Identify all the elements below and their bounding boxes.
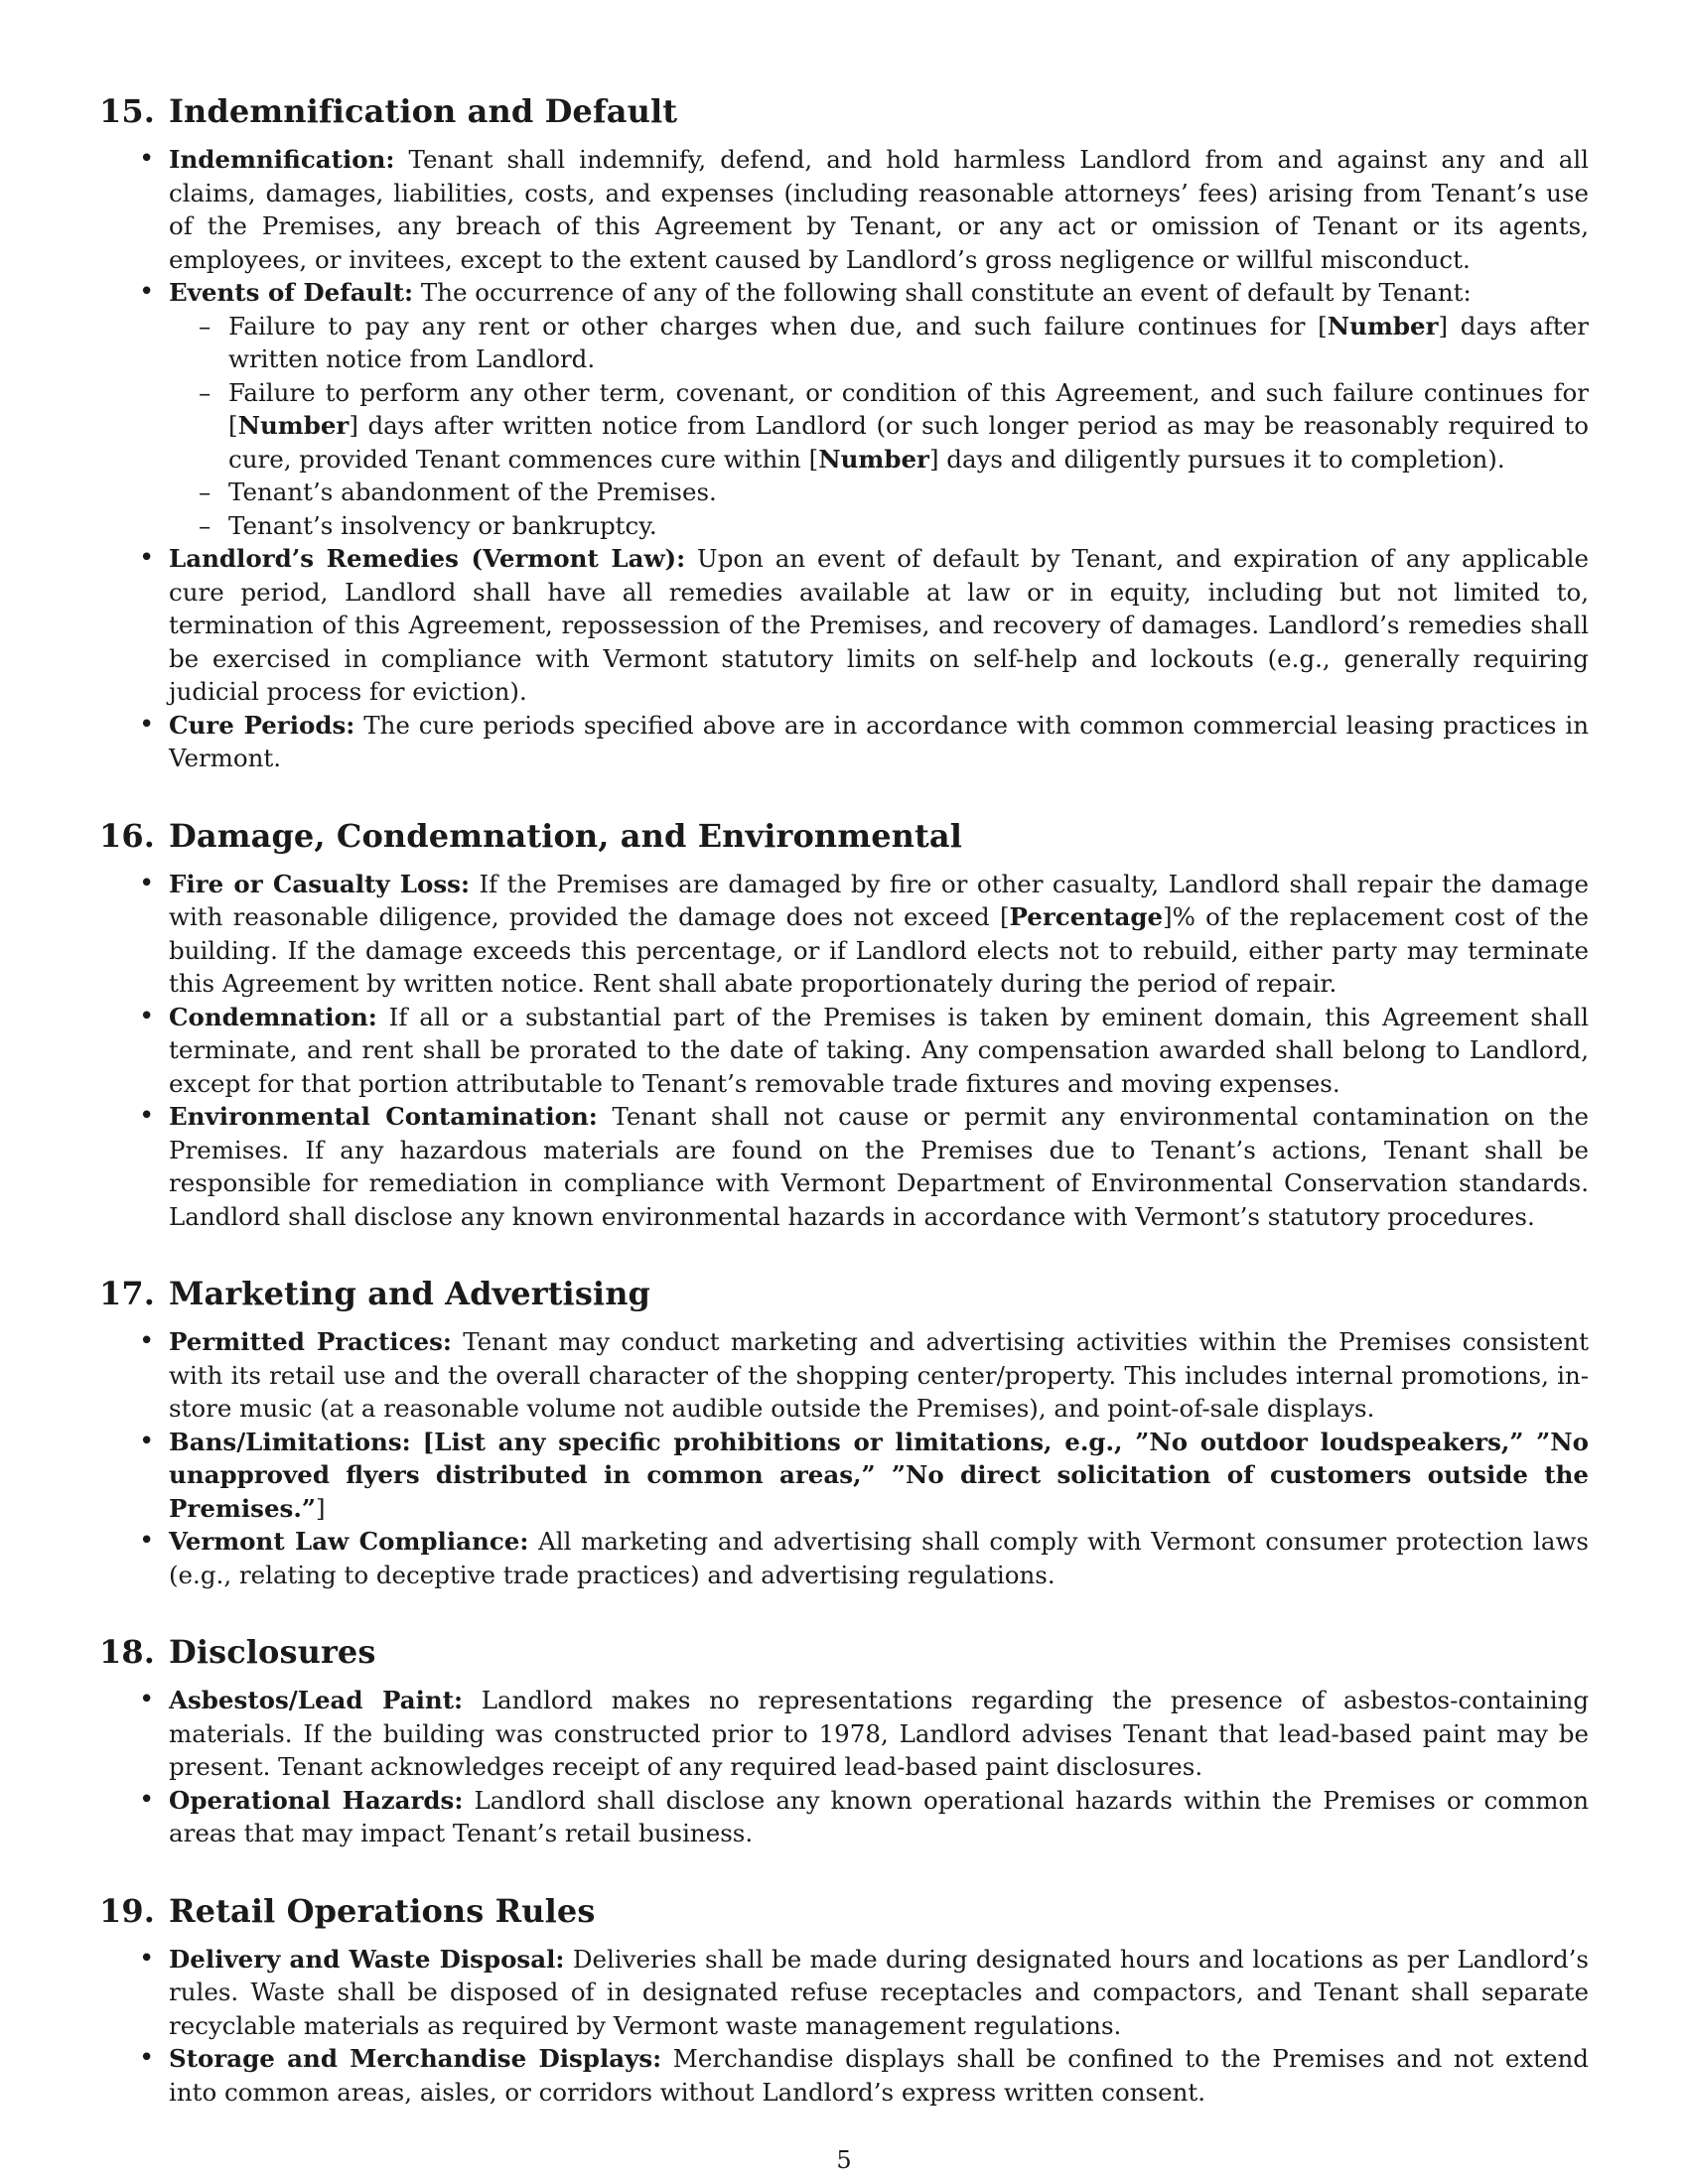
- section-heading: 16. Damage, Condemnation, and Environmental: [99, 816, 963, 855]
- list-item: • Fire or Casualty Loss: If the Premises are damaged by fire or other casualty, Landlord shall repair the damage with reasonable diligence, provided the damage does not exceed [Percentage]% of the replacement cost of the building. If the damage exceeds this percentage, or if Landlord elects not to rebuild, either party may terminate this Agreement by written notice. Rent shall abate proportionately during the period of repair.: [169, 868, 1589, 1001]
- section-19: [99, 1891, 1589, 2110]
- bullet-list: [99, 868, 1589, 1234]
- item-label: Condemnation:: [169, 1002, 377, 1031]
- list-item: [169, 1001, 1589, 1101]
- sub-list-item: – Tenant’s abandonment of the Premises.: [228, 476, 1589, 509]
- item-label: Environmental Contamination:: [169, 1102, 598, 1131]
- sub-list-item: – Failure to pay any rent or other charges when due, and such failure continues for [Number] days after written notice from Landlord.: [228, 310, 1589, 376]
- list-item: [169, 1684, 1589, 1784]
- list-item: • Bans/Limitations: [List any specific prohibitions or limitations, e.g., ”No outdoor loudspeakers,” ”No unapproved flyers distributed in common areas,” ”No direct solicitation of customers outside the Premises.”]: [169, 1426, 1589, 1526]
- item-label: Storage and Merchandise Displays:: [169, 2044, 662, 2073]
- item-text: Landlord makes no representations regarding the presence of asbestos-containing materials. If the building was constructed prior to 1978, Landlord advises Tenant that lead-based paint may be present. Tenant acknowledges receipt of any required lead-based paint disclosures.: [169, 1686, 1589, 1781]
- list-item: [169, 1943, 1589, 2043]
- item-label: Operational Hazards:: [169, 1785, 464, 1815]
- item-label: Cure Periods:: [169, 710, 355, 740]
- section-16: [99, 816, 1589, 1234]
- list-item: [169, 2042, 1589, 2109]
- sub-list-item: – Failure to perform any other term, covenant, or condition of this Agreement, and such failure continues for [Number] days after written notice from Landlord (or such longer period as may be reasonably required to cure, provided Tenant commences cure within [Number] days and diligently pursues it to completion).: [228, 376, 1589, 477]
- list-item: [169, 143, 1589, 276]
- section-heading: 17. Marketing and Advertising: [99, 1275, 651, 1312]
- item-label: Indemnification:: [169, 145, 395, 174]
- list-item: [169, 1325, 1589, 1426]
- section-17: [99, 1274, 1589, 1591]
- item-text: The occurrence of any of the following shall constitute an event of default by Tenant:: [420, 278, 1472, 307]
- item-text: Landlord shall disclose any known operational hazards within the Premises or common areas that may impact Tenant’s retail business.: [169, 1785, 1589, 1847]
- section-15: [99, 91, 1589, 775]
- document-page: [99, 91, 1589, 2149]
- item-label: Bans/Limitations:: [169, 1427, 411, 1456]
- item-text: Deliveries shall be made during designated hours and locations as per Landlord’s rules. Waste shall be disposed of in designated refuse receptacles and compactors, and Tenant shall separate recyclable materials as required by Vermont waste management regulations.: [169, 1944, 1589, 2040]
- bullet-list: [99, 1684, 1589, 1850]
- section-18: [99, 1632, 1589, 1850]
- item-text: Tenant shall not cause or permit any environmental contamination on the Premises. If any hazardous materials are found on the Premises due to Tenant’s actions, Tenant shall be responsible for remediation in compliance with Vermont Department of Environmental Conservation standards. Landlord shall disclose any known environmental hazards in accordance with Vermont’s statutory procedures.: [169, 1102, 1589, 1231]
- sub-list: [169, 310, 1589, 543]
- item-text: All marketing and advertising shall comply with Vermont consumer protection laws (e.g., relating to deceptive trade practices) and advertising regulations.: [169, 1527, 1589, 1589]
- item-text: The cure periods specified above are in accordance with common commercial leasing practices in Vermont.: [169, 710, 1590, 772]
- item-text: Tenant may conduct marketing and advertising activities within the Premises consistent with its retail use and the overall character of the shopping center/property. This includes internal promotions, in-store music (at a reasonable volume not audible outside the Premises), and point-of-sale displays.: [169, 1327, 1589, 1423]
- list-item: [169, 1525, 1589, 1591]
- section-heading: 15. Indemnification and Default: [99, 92, 678, 130]
- bullet-list: [99, 143, 1589, 775]
- list-item: [169, 1784, 1589, 1850]
- item-text: If all or a substantial part of the Premises is taken by eminent domain, this Agreement shall terminate, and rent shall be prorated to the date of taking. Any compensation awarded shall belong to Landlord, except for that portion attributable to Tenant’s removable trade fixtures and moving expenses.: [169, 1002, 1589, 1098]
- placeholder-number: Number: [1327, 311, 1439, 341]
- item-label: Vermont Law Compliance:: [169, 1527, 529, 1556]
- list-item: [169, 709, 1589, 775]
- item-label: Permitted Practices:: [169, 1327, 452, 1356]
- item-text: Upon an event of default by Tenant, and expiration of any applicable cure period, Landlord shall have all remedies available at law or in equity, including but not limited to, termination of this Agreement, repossession of the Premises, and recovery of damages. Landlord’s remedies shall be exercised in compliance with Vermont statutory limits on self-help and lockouts (e.g., generally requiring judicial process for eviction).: [169, 544, 1589, 706]
- placeholder-number: Number: [818, 444, 929, 474]
- item-label: Events of Default:: [169, 278, 414, 307]
- section-heading: 18. Disclosures: [99, 1633, 376, 1671]
- item-text: Tenant shall indemnify, defend, and hold harmless Landlord from and against any and all claims, damages, liabilities, costs, and expenses (including reasonable attorneys’ fees) arising from Tenant’s use of the Premises, any breach of this Agreement by Tenant, or any act or omission of Tenant or its agents, employees, or invitees, except to the extent caused by Landlord’s gross negligence or willful misconduct.: [169, 145, 1589, 274]
- bullet-list: [99, 1325, 1589, 1591]
- list-item: [169, 276, 1589, 542]
- item-label: Landlord’s Remedies (Vermont Law):: [169, 544, 686, 573]
- section-heading: 19. Retail Operations Rules: [99, 1891, 596, 1930]
- page-number: 5: [836, 2146, 852, 2174]
- placeholder-percentage: Percentage: [1009, 902, 1164, 931]
- item-label: Delivery and Waste Disposal:: [169, 1944, 565, 1974]
- item-label: Asbestos/Lead Paint:: [169, 1686, 464, 1714]
- sub-list-item: – Tenant’s insolvency or bankruptcy.: [228, 509, 1589, 543]
- placeholder-limitations: [List any specific prohibitions or limitations, e.g., ”No outdoor loudspeakers,” ”No unapproved flyers distributed in common areas,” ”No direct solicitation of customers outside the Premises.”: [169, 1427, 1589, 1523]
- list-item: [169, 1100, 1589, 1233]
- list-item: [169, 542, 1589, 709]
- bullet-list: [99, 1943, 1589, 2110]
- item-text: If the Premises are damaged by fire or other casualty, Landlord shall repair the damage with reasonable diligence, provided the damage does not exceed [: [169, 869, 1589, 931]
- item-label: Fire or Casualty Loss:: [169, 869, 470, 898]
- item-text: Merchandise displays shall be confined to the Premises and not extend into common areas, aisles, or corridors without Landlord’s express written consent.: [169, 2044, 1589, 2107]
- placeholder-number: Number: [237, 411, 350, 440]
